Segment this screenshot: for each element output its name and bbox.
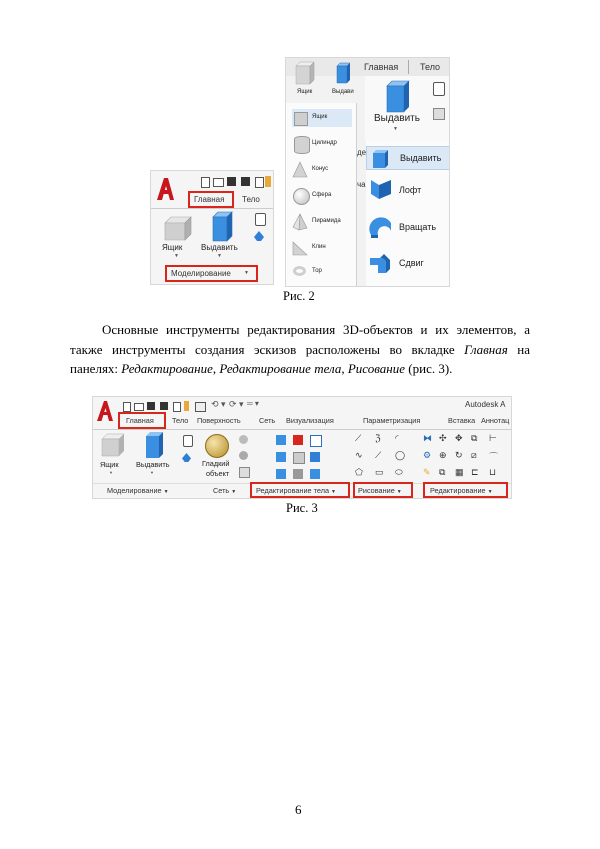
save-as-icon[interactable]: [241, 177, 250, 186]
solid-separate-icon[interactable]: [293, 469, 303, 479]
sweep-item-sweep[interactable]: Сдвиг: [366, 250, 450, 276]
solid-imprint-icon[interactable]: [310, 452, 320, 462]
modify-stretch-icon[interactable]: ⧄: [471, 450, 477, 460]
paragraph-sep-1: ,: [212, 361, 220, 376]
extrude-large-button[interactable]: Выдавить: [374, 113, 420, 124]
paragraph-text-2: на панелях:: [70, 341, 530, 376]
partial-label-2: ча: [357, 180, 366, 189]
modify-trim-icon[interactable]: ⊢: [489, 433, 497, 443]
modify-align-icon[interactable]: ⊕: [439, 450, 447, 460]
box-button[interactable]: Ящик: [162, 243, 183, 252]
wedge-icon: [292, 239, 308, 257]
tab-home[interactable]: Главная: [126, 416, 154, 425]
draw-rectangle-icon[interactable]: ▭: [375, 467, 384, 477]
mesh-tool-icon-3[interactable]: [239, 467, 250, 478]
tab-solid[interactable]: Тело: [420, 62, 441, 72]
box-cube-icon[interactable]: [163, 215, 193, 241]
cone-icon: [292, 161, 308, 179]
tab-parametric[interactable]: Параметризация: [363, 416, 421, 425]
modeling-group-label[interactable]: Моделирование ▼: [107, 486, 169, 495]
modify-fillet-icon[interactable]: ⌒: [489, 452, 499, 462]
sphere-icon: [293, 188, 310, 205]
modify-group-label[interactable]: Редактирование ▼: [430, 486, 493, 495]
extrude-button[interactable]: Выдавить: [136, 460, 170, 469]
extrude-dropdown-arrow-icon[interactable]: ▼: [150, 470, 154, 475]
small-shape-icon[interactable]: [255, 213, 266, 226]
paragraph-panel-1: Редактирование: [121, 361, 213, 376]
draw-spline-icon[interactable]: ∿: [355, 450, 363, 460]
small-shape-icon-2[interactable]: [433, 108, 445, 120]
ribbon-divider: [151, 208, 273, 209]
modify-erase-icon[interactable]: ✎: [423, 467, 431, 477]
figure3-ribbon: [92, 396, 512, 499]
tab-solid[interactable]: Тело: [242, 195, 260, 204]
box-cube-icon[interactable]: [100, 433, 126, 457]
tab-home[interactable]: Главная: [364, 62, 399, 72]
box-dropdown-arrow-icon[interactable]: ▼: [109, 470, 113, 475]
partial-label-1: де: [357, 148, 367, 157]
solid-item-cone[interactable]: Конус: [292, 161, 352, 179]
sweep-item-loft[interactable]: Лофт: [366, 177, 450, 203]
paragraph-sep-2: ,: [341, 361, 348, 376]
paragraph-tab-name: Главная: [464, 341, 508, 357]
solid-subtract-icon[interactable]: [293, 435, 303, 445]
solid-item-wedge[interactable]: Клин: [292, 239, 352, 257]
mesh-tool-icon-2[interactable]: [239, 451, 248, 460]
extrude-cube-icon[interactable]: [334, 62, 352, 84]
extrude-large-arrow-icon[interactable]: ▼: [393, 126, 398, 132]
smooth-object-icon[interactable]: [205, 434, 229, 458]
draw-circle-icon[interactable]: ◯: [395, 450, 406, 460]
extrude-cube-icon[interactable]: [209, 211, 235, 243]
modify-scale-icon[interactable]: ⧉: [471, 433, 478, 443]
figure3-caption: Рис. 3: [286, 501, 318, 515]
modeling-group-label[interactable]: Моделирование: [171, 269, 231, 278]
extrude-icon: [370, 149, 390, 169]
export-icon[interactable]: [173, 402, 181, 412]
open-folder-icon[interactable]: [213, 178, 224, 187]
box-button[interactable]: Ящик: [297, 89, 313, 95]
tab-insert[interactable]: Вставка: [448, 416, 476, 425]
solid-item-pyramid[interactable]: Пирамида: [292, 213, 354, 231]
solid-shell-icon[interactable]: [293, 452, 305, 464]
loft-icon: [369, 177, 393, 201]
draw-polyline-icon[interactable]: ℨ: [375, 433, 381, 443]
modify-rotate-icon[interactable]: ↻: [455, 450, 463, 460]
modify-3d-move-icon[interactable]: ✣: [439, 433, 447, 443]
extrude-dropdown-arrow-icon[interactable]: ▼: [217, 253, 222, 259]
sweep-item-extrude[interactable]: Выдавить: [366, 146, 450, 170]
solid-item-box[interactable]: Ящик: [292, 109, 352, 127]
draw-ray-icon[interactable]: ⟋: [375, 450, 382, 460]
upload-icon[interactable]: [184, 401, 189, 411]
figure2-left-panel: [150, 170, 274, 285]
sweep-icon: [368, 250, 394, 274]
modify-offset-icon[interactable]: ⊏: [471, 467, 479, 477]
tab-mesh[interactable]: Сеть: [259, 416, 276, 425]
paragraph-panel-3: Рисование: [347, 361, 406, 376]
extrude-button[interactable]: Выдавить: [201, 243, 238, 252]
solid-item-torus[interactable]: Тор: [292, 263, 352, 281]
solid-extract-edges-icon[interactable]: [276, 452, 286, 462]
solid-item-cylinder[interactable]: Цилиндр: [292, 135, 352, 153]
extrude-short-button[interactable]: Выдави: [332, 89, 354, 95]
export-icon[interactable]: [255, 177, 264, 188]
new-file-icon[interactable]: [201, 177, 210, 188]
box-button[interactable]: Ящик: [100, 460, 119, 469]
ribbon-divider: [93, 429, 512, 430]
tab-visualize[interactable]: Визуализация: [286, 416, 334, 425]
save-icon[interactable]: [147, 402, 155, 410]
tab-separator: [408, 60, 409, 74]
solid-slice-icon[interactable]: [276, 469, 286, 479]
tab-surface[interactable]: Поверхность: [197, 416, 241, 425]
draw-line-icon[interactable]: ⟋: [355, 433, 362, 443]
pyramid-icon: [292, 213, 308, 231]
small-shape-icon[interactable]: [433, 82, 445, 96]
modify-copy-icon[interactable]: ⧉: [439, 467, 446, 477]
revolve-icon: [368, 213, 394, 239]
draw-group-label[interactable]: Рисование ▼: [358, 486, 402, 495]
solid-union-icon[interactable]: [276, 435, 286, 445]
small-shape-icon[interactable]: [183, 435, 193, 447]
tab-annotate[interactable]: Аннотац: [481, 416, 510, 425]
paragraph-text-3: (рис. 3).: [405, 361, 453, 376]
extrude-cube-icon[interactable]: [143, 431, 165, 459]
cylinder-icon: [294, 136, 310, 154]
mesh-group-label[interactable]: Сеть ▼: [213, 486, 237, 495]
figure2-caption: Рис. 2: [283, 289, 315, 303]
draw-arc-icon[interactable]: ◜: [395, 433, 399, 443]
paragraph-text-1: Основные инструменты редактирования 3D-объектов и их элементов, а также инструменты создания эскизов расположены во вкладке: [70, 322, 530, 357]
smooth-object-label-1[interactable]: Гладкий: [202, 459, 230, 468]
extrude-large-cube-icon[interactable]: [383, 80, 411, 114]
box-cube-icon[interactable]: [294, 60, 316, 86]
open-folder-icon[interactable]: [134, 403, 144, 411]
quick-access-toolbar: [201, 176, 271, 188]
save-icon[interactable]: [227, 177, 236, 186]
modify-move-icon[interactable]: ✥: [455, 433, 463, 443]
tab-solid[interactable]: Тело: [172, 416, 189, 425]
customize-icon[interactable]: ═ ▾: [247, 399, 259, 408]
body-paragraph: [70, 320, 530, 379]
redo-icon[interactable]: ⟳ ▾: [229, 399, 244, 409]
box-solid-icon: [294, 112, 308, 126]
solid-editing-group-label[interactable]: Редактирование тела ▼: [256, 486, 336, 495]
save-as-icon[interactable]: [160, 402, 168, 410]
draw-ellipse-icon[interactable]: ⬭: [395, 467, 403, 477]
small-blue-tool-icon[interactable]: [182, 453, 191, 462]
undo-icon[interactable]: ⟲ ▾: [211, 399, 226, 409]
modify-explode-icon[interactable]: ▦: [455, 467, 464, 477]
solid-item-sphere[interactable]: Сфера: [292, 187, 352, 205]
app-title: Autodesk A: [465, 400, 506, 409]
page-number: 6: [295, 802, 302, 817]
draw-polygon-icon[interactable]: ⬠: [355, 467, 363, 477]
box-dropdown-arrow-icon[interactable]: ▼: [174, 253, 179, 259]
plot-icon[interactable]: [195, 402, 206, 412]
figure2-right-panel: [285, 57, 450, 287]
solid-clean-icon[interactable]: [310, 469, 320, 479]
torus-icon: [293, 266, 306, 276]
mesh-tool-icon-1[interactable]: [239, 435, 248, 444]
upload-icon[interactable]: [265, 176, 271, 187]
modify-array-icon[interactable]: ⚙: [423, 450, 432, 460]
paragraph-panel-2: Редактирование тела: [219, 361, 342, 376]
smooth-object-label-2[interactable]: объект: [206, 469, 230, 478]
autocad-logo-icon[interactable]: [96, 400, 114, 422]
modeling-group-arrow-icon[interactable]: ▼: [244, 270, 249, 276]
small-blue-tool-icon[interactable]: [254, 231, 264, 241]
modify-join-icon[interactable]: ⊔: [489, 467, 497, 477]
autocad-logo-icon[interactable]: [155, 177, 175, 201]
solid-intersect-icon[interactable]: [310, 435, 322, 447]
new-file-icon[interactable]: [123, 402, 131, 412]
modify-mirror-icon[interactable]: ⧓: [423, 433, 432, 443]
tab-home[interactable]: Главная: [194, 195, 225, 204]
sweep-item-revolve[interactable]: Вращать: [366, 213, 450, 239]
